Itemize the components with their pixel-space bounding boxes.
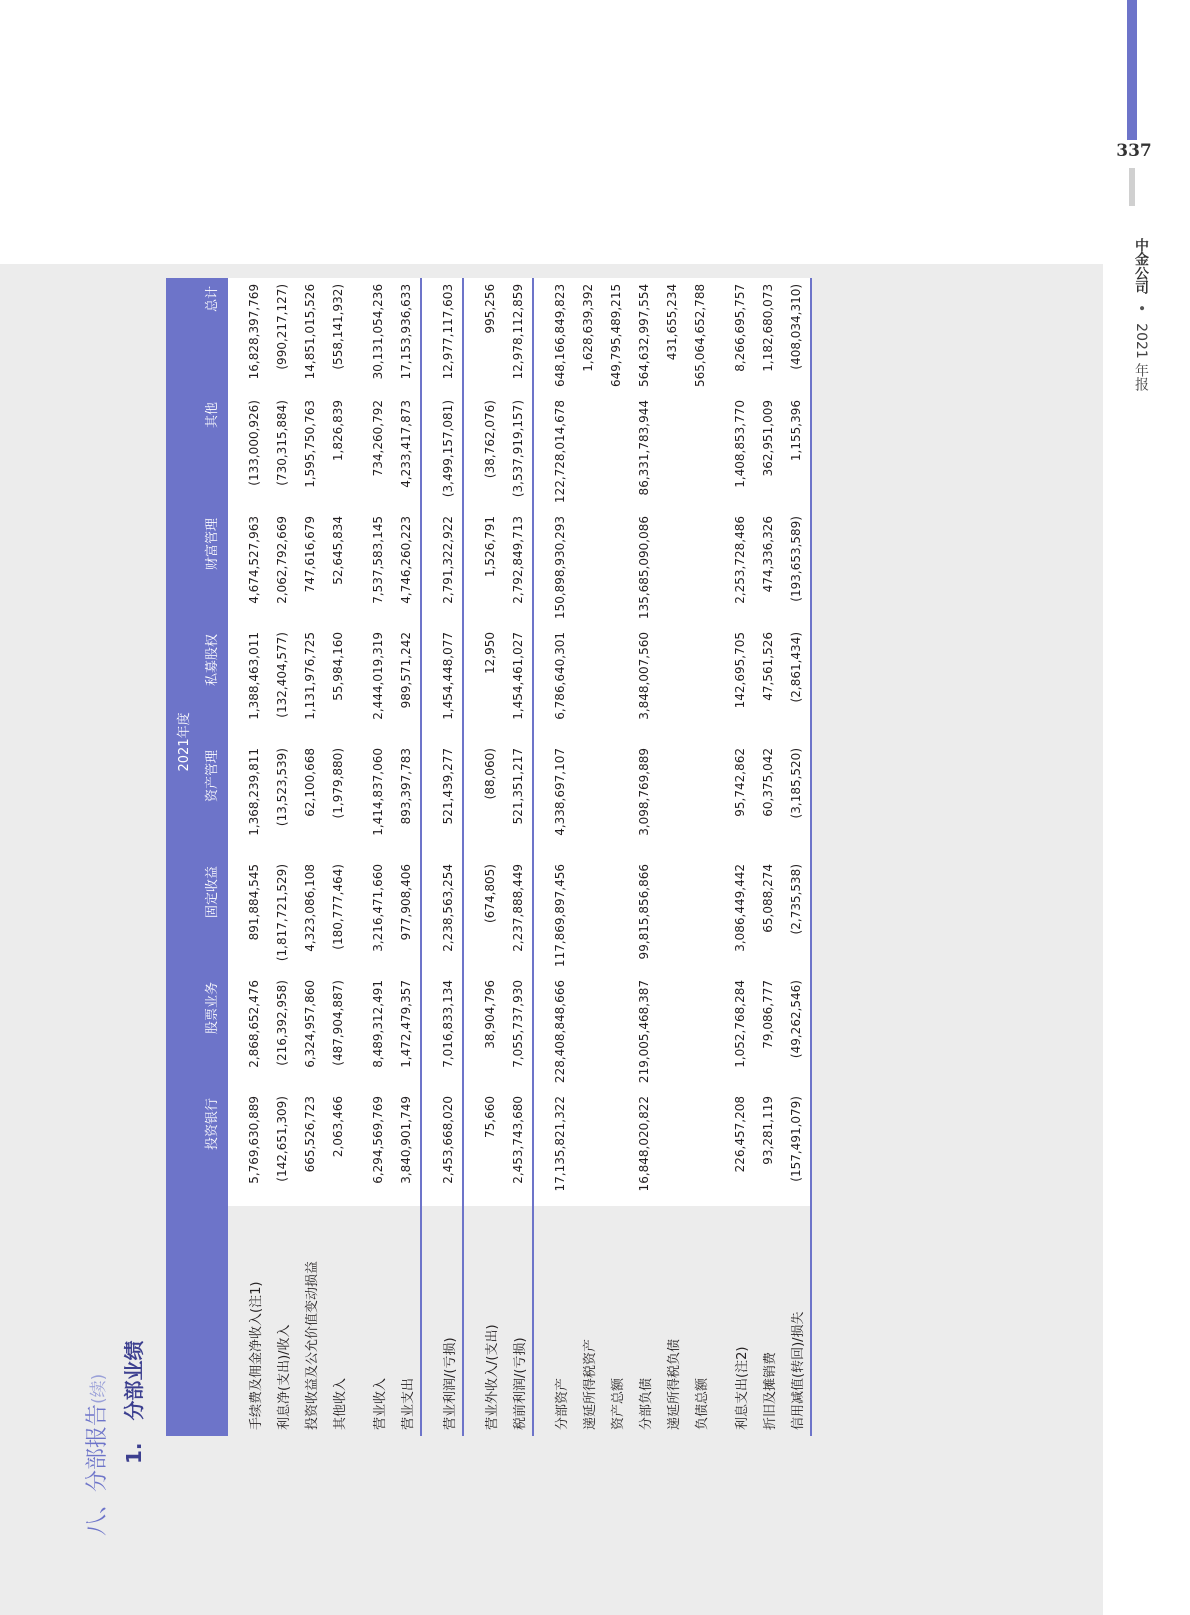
value-cell: 1,155,396 <box>782 394 811 510</box>
value-cell: 2,062,792,669 <box>268 510 296 626</box>
value-cell: 95,742,862 <box>726 742 754 858</box>
spacer-row <box>421 278 434 1436</box>
value-cell: 86,331,783,944 <box>630 394 658 510</box>
value-cell: 219,005,468,387 <box>630 974 658 1090</box>
value-cell: (1,817,721,529) <box>268 858 296 974</box>
spacer-cell <box>352 1206 364 1436</box>
value-cell: 1,472,479,357 <box>392 974 421 1090</box>
value-cell <box>686 974 714 1090</box>
value-cell: 38,904,796 <box>476 974 504 1090</box>
value-cell: (730,315,884) <box>268 394 296 510</box>
value-cell <box>686 626 714 742</box>
spacer-cell <box>463 394 476 510</box>
value-cell <box>602 1090 630 1206</box>
value-cell: 2,238,563,254 <box>434 858 463 974</box>
value-cell: 99,815,856,866 <box>630 858 658 974</box>
value-cell: (49,262,546) <box>782 974 811 1090</box>
value-cell <box>686 394 714 510</box>
report-year: 2021 年报 <box>1133 323 1149 392</box>
spacer-cell <box>463 1206 476 1436</box>
spacer-cell <box>352 394 364 510</box>
row-label: 投资收益及公允价值变动损益 <box>296 1206 324 1436</box>
value-cell: 564,632,997,554 <box>630 278 658 394</box>
table-row <box>726 278 754 1436</box>
spacer-cell <box>352 974 364 1090</box>
spacer-cell <box>421 742 434 858</box>
value-cell: (132,404,577) <box>268 626 296 742</box>
value-cell: (408,034,310) <box>782 278 811 394</box>
column-header: 财富管理 <box>192 510 228 626</box>
value-cell: (487,904,887) <box>324 974 352 1090</box>
value-cell <box>658 858 686 974</box>
value-cell: 1,388,463,011 <box>240 626 268 742</box>
value-cell: 2,063,466 <box>324 1090 352 1206</box>
spacer-cell <box>463 974 476 1090</box>
row-group <box>714 278 811 1436</box>
value-cell: 4,338,697,107 <box>546 742 574 858</box>
spacer-cell <box>421 394 434 510</box>
value-cell: 135,685,090,086 <box>630 510 658 626</box>
value-cell: (3,499,157,081) <box>434 394 463 510</box>
row-label: 其他收入 <box>324 1206 352 1436</box>
value-cell <box>574 974 602 1090</box>
spacer-cell <box>714 974 726 1090</box>
table-row <box>546 278 574 1436</box>
value-cell: (1,979,880) <box>324 742 352 858</box>
value-cell: 665,526,723 <box>296 1090 324 1206</box>
value-cell: 117,869,897,456 <box>546 858 574 974</box>
value-cell: (193,653,589) <box>782 510 811 626</box>
value-cell: 1,595,750,763 <box>296 394 324 510</box>
value-cell: 2,868,652,476 <box>240 974 268 1090</box>
row-group <box>421 278 463 1436</box>
value-cell: 2,792,849,713 <box>504 510 533 626</box>
value-cell <box>602 394 630 510</box>
value-cell <box>574 626 602 742</box>
value-cell: 6,786,640,301 <box>546 626 574 742</box>
spacer-cell <box>463 1090 476 1206</box>
column-header: 总计 <box>192 278 228 394</box>
value-cell <box>574 1090 602 1206</box>
section-title: 八、分部报告 <box>85 1403 110 1536</box>
spacer-cell <box>533 858 546 974</box>
value-cell <box>658 974 686 1090</box>
value-cell <box>574 394 602 510</box>
value-cell: 79,086,777 <box>754 974 782 1090</box>
value-cell: 521,439,277 <box>434 742 463 858</box>
value-cell: 565,064,652,788 <box>686 278 714 394</box>
value-cell: (558,141,932) <box>324 278 352 394</box>
table-row <box>504 278 533 1436</box>
value-cell: 16,848,020,822 <box>630 1090 658 1206</box>
company-name: 中金公司 <box>1133 238 1149 294</box>
value-cell <box>574 510 602 626</box>
value-cell: (3,537,919,157) <box>504 394 533 510</box>
spacer-cell <box>533 394 546 510</box>
value-cell <box>602 510 630 626</box>
value-cell: 17,135,821,322 <box>546 1090 574 1206</box>
segment-results-table <box>166 278 812 1436</box>
value-cell: (88,060) <box>476 742 504 858</box>
row-label: 利息支出(注2) <box>726 1206 754 1436</box>
value-cell: 142,695,705 <box>726 626 754 742</box>
value-cell: 1,052,768,284 <box>726 974 754 1090</box>
value-cell: 150,898,930,293 <box>546 510 574 626</box>
table-row <box>364 278 392 1436</box>
spacer-cell <box>228 278 240 394</box>
value-cell: 1,131,976,725 <box>296 626 324 742</box>
value-cell: 3,098,769,889 <box>630 742 658 858</box>
row-label: 负债总额 <box>686 1206 714 1436</box>
value-cell <box>602 974 630 1090</box>
value-cell <box>686 742 714 858</box>
spacer-cell <box>228 1206 240 1436</box>
value-cell: (216,392,958) <box>268 974 296 1090</box>
value-cell: (142,651,309) <box>268 1090 296 1206</box>
value-cell: 431,655,234 <box>658 278 686 394</box>
value-cell: 648,166,849,823 <box>546 278 574 394</box>
value-cell: 12,978,112,859 <box>504 278 533 394</box>
value-cell: 3,086,449,442 <box>726 858 754 974</box>
spacer-cell <box>463 742 476 858</box>
row-label: 手续费及佣金净收入(注1) <box>240 1206 268 1436</box>
value-cell: (2,861,434) <box>782 626 811 742</box>
value-cell: 1,526,791 <box>476 510 504 626</box>
value-cell: 2,253,728,486 <box>726 510 754 626</box>
segment-table-container <box>166 278 812 1436</box>
row-label: 分部负债 <box>630 1206 658 1436</box>
value-cell: 1,408,853,770 <box>726 394 754 510</box>
value-cell <box>658 742 686 858</box>
row-label: 营业外收入/(支出) <box>476 1206 504 1436</box>
spacer-cell <box>714 742 726 858</box>
row-label: 递延所得税负债 <box>658 1206 686 1436</box>
spacer-cell <box>421 1090 434 1206</box>
spacer-cell <box>714 1206 726 1436</box>
spacer-cell <box>533 626 546 742</box>
value-cell: 995,256 <box>476 278 504 394</box>
value-cell: 362,951,009 <box>754 394 782 510</box>
row-group <box>463 278 533 1436</box>
table-row <box>630 278 658 1436</box>
spacer-cell <box>228 1090 240 1206</box>
column-header: 投资银行 <box>192 1090 228 1206</box>
value-cell <box>658 394 686 510</box>
value-cell: 649,795,489,215 <box>602 278 630 394</box>
value-cell: 3,848,007,560 <box>630 626 658 742</box>
value-cell: 989,571,242 <box>392 626 421 742</box>
value-cell: (2,735,538) <box>782 858 811 974</box>
spacer-cell <box>352 742 364 858</box>
page-number: 337 <box>1116 141 1152 161</box>
value-cell: 521,351,217 <box>504 742 533 858</box>
value-cell <box>602 858 630 974</box>
side-divider <box>1129 168 1135 206</box>
spacer-cell <box>714 278 726 394</box>
table-row <box>574 278 602 1436</box>
row-label: 税前利润/(亏损) <box>504 1206 533 1436</box>
value-cell: 14,851,015,526 <box>296 278 324 394</box>
spacer-cell <box>533 278 546 394</box>
value-cell <box>686 858 714 974</box>
value-cell: 1,454,461,027 <box>504 626 533 742</box>
label-header-cell <box>166 1206 192 1436</box>
value-cell <box>574 858 602 974</box>
value-cell: 65,088,274 <box>754 858 782 974</box>
value-cell: 16,828,397,769 <box>240 278 268 394</box>
spacer-cell <box>714 510 726 626</box>
running-header <box>1131 238 1151 391</box>
value-cell: 1,368,239,811 <box>240 742 268 858</box>
value-cell: 8,266,695,757 <box>726 278 754 394</box>
row-label: 资产总额 <box>602 1206 630 1436</box>
value-cell: 6,324,957,860 <box>296 974 324 1090</box>
spacer-cell <box>421 974 434 1090</box>
value-cell: 3,216,471,660 <box>364 858 392 974</box>
value-cell: 62,100,668 <box>296 742 324 858</box>
value-cell: 2,791,322,922 <box>434 510 463 626</box>
spacer-cell <box>352 1090 364 1206</box>
row-label: 分部资产 <box>546 1206 574 1436</box>
row-label: 信用减值(转回)/损失 <box>782 1206 811 1436</box>
value-cell: 2,453,668,020 <box>434 1090 463 1206</box>
value-cell: 5,769,630,889 <box>240 1090 268 1206</box>
value-cell: (674,805) <box>476 858 504 974</box>
value-cell: (13,523,539) <box>268 742 296 858</box>
row-label: 递延所得税资产 <box>574 1206 602 1436</box>
table-row <box>240 278 268 1436</box>
spacer-cell <box>533 1090 546 1206</box>
value-cell <box>658 626 686 742</box>
spacer-cell <box>228 394 240 510</box>
row-label: 营业收入 <box>364 1206 392 1436</box>
value-cell: 2,444,019,319 <box>364 626 392 742</box>
value-cell: 1,414,837,060 <box>364 742 392 858</box>
value-cell <box>658 510 686 626</box>
value-cell: 977,908,406 <box>392 858 421 974</box>
section-continued: (续) <box>89 1373 109 1404</box>
value-cell: 6,294,569,769 <box>364 1090 392 1206</box>
spacer-cell <box>421 1206 434 1436</box>
value-cell: 12,977,117,603 <box>434 278 463 394</box>
column-header: 股票业务 <box>192 974 228 1090</box>
value-cell: 4,674,527,963 <box>240 510 268 626</box>
spacer-cell <box>714 858 726 974</box>
value-cell: 2,237,888,449 <box>504 858 533 974</box>
spacer-cell <box>228 510 240 626</box>
column-header: 固定收益 <box>192 858 228 974</box>
spacer-cell <box>463 858 476 974</box>
spacer-cell <box>421 510 434 626</box>
table-row <box>782 278 811 1436</box>
value-cell: 4,323,086,108 <box>296 858 324 974</box>
year-header: 2021年度 <box>166 278 192 1206</box>
subsection-heading <box>118 1340 148 1464</box>
row-label: 折旧及摊销费 <box>754 1206 782 1436</box>
value-cell: 228,408,848,666 <box>546 974 574 1090</box>
value-cell: 7,016,833,134 <box>434 974 463 1090</box>
spacer-cell <box>714 394 726 510</box>
value-cell: 474,336,326 <box>754 510 782 626</box>
value-cell: 893,397,783 <box>392 742 421 858</box>
value-cell <box>574 742 602 858</box>
value-cell: 75,660 <box>476 1090 504 1206</box>
value-cell: (3,185,520) <box>782 742 811 858</box>
subsection-number: 1. <box>122 1442 146 1464</box>
value-cell: 52,645,834 <box>324 510 352 626</box>
value-cell: (157,491,079) <box>782 1090 811 1206</box>
spacer-cell <box>352 626 364 742</box>
value-cell: 1,182,680,073 <box>754 278 782 394</box>
subsection-title: 分部业绩 <box>122 1340 146 1421</box>
spacer-row <box>533 278 546 1436</box>
value-cell: (38,762,076) <box>476 394 504 510</box>
value-cell <box>602 626 630 742</box>
value-cell: 1,826,839 <box>324 394 352 510</box>
row-group <box>352 278 421 1436</box>
separator-dot: • <box>1133 304 1149 313</box>
value-cell: 7,537,583,145 <box>364 510 392 626</box>
table-row <box>602 278 630 1436</box>
spacer-cell <box>463 510 476 626</box>
spacer-cell <box>421 278 434 394</box>
value-cell: 47,561,526 <box>754 626 782 742</box>
value-cell: 734,260,792 <box>364 394 392 510</box>
column-header: 资产管理 <box>192 742 228 858</box>
spacer-row <box>352 278 364 1436</box>
spacer-cell <box>533 974 546 1090</box>
value-cell: 891,884,545 <box>240 858 268 974</box>
spacer-cell <box>421 626 434 742</box>
spacer-cell <box>352 858 364 974</box>
spacer-cell <box>533 1206 546 1436</box>
value-cell: 12,950 <box>476 626 504 742</box>
spacer-cell <box>463 626 476 742</box>
value-cell: (990,217,127) <box>268 278 296 394</box>
value-cell <box>602 742 630 858</box>
spacer-cell <box>714 1090 726 1206</box>
table-row <box>392 278 421 1436</box>
spacer-cell <box>463 278 476 394</box>
value-cell: 3,840,901,749 <box>392 1090 421 1206</box>
column-header: 私募股权 <box>192 626 228 742</box>
row-group <box>533 278 714 1436</box>
value-cell <box>686 1090 714 1206</box>
value-cell <box>658 1090 686 1206</box>
spacer-cell <box>421 858 434 974</box>
value-cell: (180,777,464) <box>324 858 352 974</box>
table-row <box>686 278 714 1436</box>
spacer-row <box>228 278 240 1436</box>
table-row <box>296 278 324 1436</box>
spacer-cell <box>228 858 240 974</box>
table-row <box>268 278 296 1436</box>
value-cell: 122,728,014,678 <box>546 394 574 510</box>
table-row <box>434 278 463 1436</box>
value-cell: 30,131,054,236 <box>364 278 392 394</box>
value-cell: 226,457,208 <box>726 1090 754 1206</box>
table-row <box>476 278 504 1436</box>
table-row <box>754 278 782 1436</box>
column-header: 其他 <box>192 394 228 510</box>
value-cell: 1,628,639,392 <box>574 278 602 394</box>
value-cell: 4,746,260,223 <box>392 510 421 626</box>
value-cell: 2,453,743,680 <box>504 1090 533 1206</box>
row-label: 营业利润/(亏损) <box>434 1206 463 1436</box>
value-cell: (133,000,926) <box>240 394 268 510</box>
spacer-row <box>463 278 476 1436</box>
spacer-cell <box>714 626 726 742</box>
table-row <box>658 278 686 1436</box>
spacer-cell <box>533 510 546 626</box>
section-heading <box>80 1374 110 1536</box>
value-cell: 7,055,737,930 <box>504 974 533 1090</box>
spacer-cell <box>228 974 240 1090</box>
rotated-content <box>80 278 945 1536</box>
spacer-cell <box>352 510 364 626</box>
value-cell: 93,281,119 <box>754 1090 782 1206</box>
spacer-cell <box>228 626 240 742</box>
spacer-row <box>714 278 726 1436</box>
value-cell: 4,233,417,873 <box>392 394 421 510</box>
spacer-cell <box>228 742 240 858</box>
value-cell: 747,616,679 <box>296 510 324 626</box>
value-cell: 55,984,160 <box>324 626 352 742</box>
value-cell: 60,375,042 <box>754 742 782 858</box>
accent-bar <box>1127 0 1137 140</box>
spacer-cell <box>533 742 546 858</box>
value-cell: 8,489,312,491 <box>364 974 392 1090</box>
label-header-cell <box>192 1206 228 1436</box>
value-cell: 1,454,448,077 <box>434 626 463 742</box>
table-row <box>324 278 352 1436</box>
row-group <box>228 278 352 1436</box>
value-cell: 17,153,936,633 <box>392 278 421 394</box>
value-cell <box>686 510 714 626</box>
spacer-cell <box>352 278 364 394</box>
row-label: 营业支出 <box>392 1206 421 1436</box>
row-label: 利息净(支出)/收入 <box>268 1206 296 1436</box>
